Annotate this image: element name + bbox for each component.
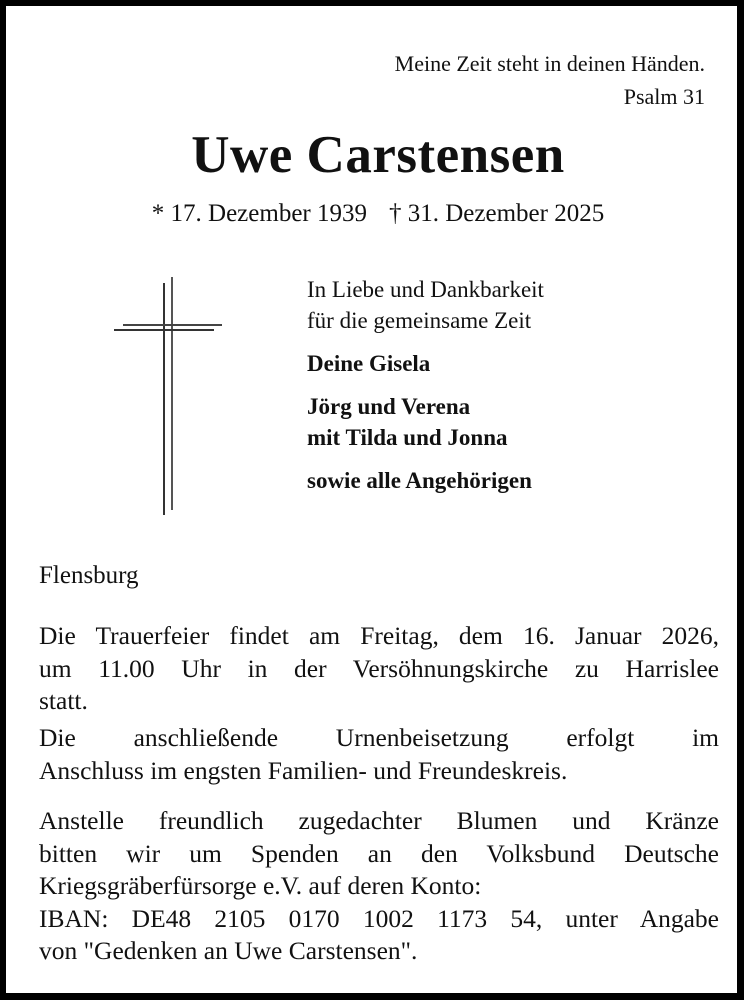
deceased-name: Uwe Carstensen <box>191 126 565 184</box>
funeral-line: um 11.00 Uhr in der Versöhnungskirche zu Harrislee <box>39 653 719 683</box>
donation-line: Anstelle freundlich zugedachter Blumen und Kränze <box>39 806 719 835</box>
mourner-relatives: sowie alle Angehörigen <box>307 468 532 493</box>
spacer <box>307 336 544 348</box>
donation-notice <box>39 805 719 968</box>
donation-line: von "Gedenken an Uwe Carstensen". <box>39 936 418 965</box>
spacer <box>307 379 544 391</box>
life-dates <box>6 196 744 232</box>
place-of-residence: Flensburg <box>39 562 139 589</box>
mourner-family-2: mit Tilda und Jonna <box>307 425 508 450</box>
mourner-spouse: Deine Gisela <box>307 351 431 376</box>
quote-source: Psalm 31 <box>623 84 705 109</box>
burial-line: Die anschließende Urnenbeisetzung erfolgt im <box>39 723 719 752</box>
spacer <box>307 453 544 465</box>
donation-line: Kriegsgräberfürsorge e.V. auf deren Konto: <box>39 871 482 900</box>
burial-line: Anschluss im engsten Familien- und Freundeskreis. <box>39 755 568 785</box>
death-date: † 31. Dezember 2025 <box>389 200 605 227</box>
funeral-line: Die Trauerfeier findet am Freitag, dem 16. Januar 2026, <box>39 621 719 650</box>
cross-icon <box>106 271 236 521</box>
mourners-intro-1: In Liebe und Dankbarkeit <box>307 277 544 302</box>
donation-line: bitten wir um Spenden an den Volksbund Deutsche <box>39 838 719 868</box>
bible-quote <box>395 47 705 113</box>
mourners-block <box>307 274 544 496</box>
burial-notice <box>39 722 719 787</box>
funeral-line: statt. <box>39 686 88 715</box>
funeral-notice <box>39 620 719 718</box>
mourners-intro-2: für die gemeinsame Zeit <box>307 308 532 333</box>
mourner-family-1: Jörg und Verena <box>307 394 471 419</box>
quote-text: Meine Zeit steht in deinen Händen. <box>394 51 705 76</box>
donation-iban-line: IBAN: DE48 2105 0170 1002 1173 54, unter Angabe <box>39 903 719 933</box>
birth-date: * 17. Dezember 1939 <box>151 200 367 227</box>
